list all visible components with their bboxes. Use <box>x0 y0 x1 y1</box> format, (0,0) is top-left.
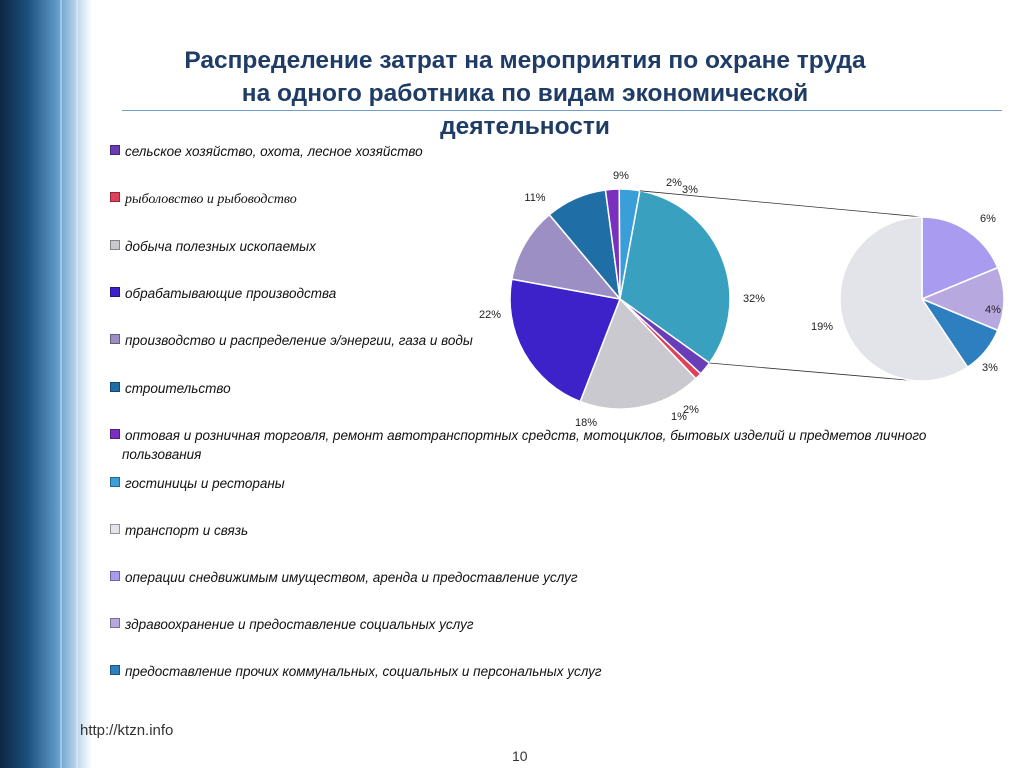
legend-item <box>110 662 1000 681</box>
legend-item <box>110 426 1000 464</box>
legend-item <box>110 237 1000 256</box>
legend-item <box>110 190 1000 209</box>
legend-swatch <box>110 665 120 675</box>
main-pie-data-label: 1% <box>671 411 687 423</box>
legend-item <box>110 615 1000 634</box>
legend-swatch <box>110 429 120 439</box>
slide-title-line: деятельности <box>440 113 610 140</box>
legend-swatch <box>110 524 120 534</box>
legend-label: добыча полезных ископаемых <box>125 239 316 254</box>
legend-item <box>110 331 1000 350</box>
legend-item <box>110 142 1000 161</box>
main-pie-data-label: 3% <box>682 184 698 196</box>
legend-label: обрабатывающие производства <box>125 286 337 301</box>
slide-title-line: Распределение затрат на мероприятия по охране труда <box>184 47 866 74</box>
legend-label: оптовая и розничная торговля, ремонт автотранспортных средств, мотоциклов, бытовых изделий и предметов личного пользования <box>122 428 927 462</box>
legend-swatch <box>110 382 120 392</box>
legend-item <box>110 568 1000 587</box>
legend-label: сельское хозяйство, охота, лесное хозяйство <box>125 144 423 159</box>
page-number: 10 <box>512 748 528 764</box>
main-pie-data-label: 2% <box>666 177 682 189</box>
main-pie-data-label: 18% <box>574 417 598 429</box>
legend-label: предоставление прочих коммунальных, социальных и персональных услуг <box>125 664 602 679</box>
legend-swatch <box>110 192 120 202</box>
legend-item <box>110 379 1000 398</box>
legend-swatch <box>110 334 120 344</box>
legend-label: операции снедвижимым имуществом, аренда и предоставление услуг <box>125 570 578 585</box>
legend-item <box>110 521 1000 540</box>
secondary-pie-data-label: 4% <box>985 304 1001 316</box>
main-pie-data-label: 32% <box>742 293 766 305</box>
legend-label: рыболовство и рыбоводство <box>125 192 297 207</box>
legend-swatch <box>110 145 120 155</box>
main-pie-data-label: 9% <box>613 170 629 182</box>
legend-label: здравоохранение и предоставление социальных услуг <box>125 617 474 632</box>
legend-item <box>110 474 1000 493</box>
legend-swatch <box>110 618 120 628</box>
main-pie-data-label: 2% <box>683 404 699 416</box>
legend-label: производство и распределение э/энергии, газа и воды <box>125 333 473 348</box>
secondary-pie-data-label: 3% <box>982 362 998 374</box>
legend-swatch <box>110 240 120 250</box>
legend-label: транспорт и связь <box>125 523 249 538</box>
main-pie-data-label: 11% <box>524 192 546 204</box>
legend-label: строительство <box>125 381 231 396</box>
legend-item <box>110 284 1000 303</box>
secondary-pie-data-label: 19% <box>810 321 834 333</box>
legend-swatch <box>110 571 120 581</box>
secondary-pie-data-label: 6% <box>980 213 996 225</box>
main-pie-data-label: 22% <box>478 309 502 321</box>
legend-swatch <box>110 287 120 297</box>
legend-swatch <box>110 477 120 487</box>
legend-label: гостиницы и рестораны <box>125 476 285 491</box>
source-url: http://ktzn.info <box>80 722 174 739</box>
slide-title-line: на одного работника по видам экономической <box>241 80 809 107</box>
